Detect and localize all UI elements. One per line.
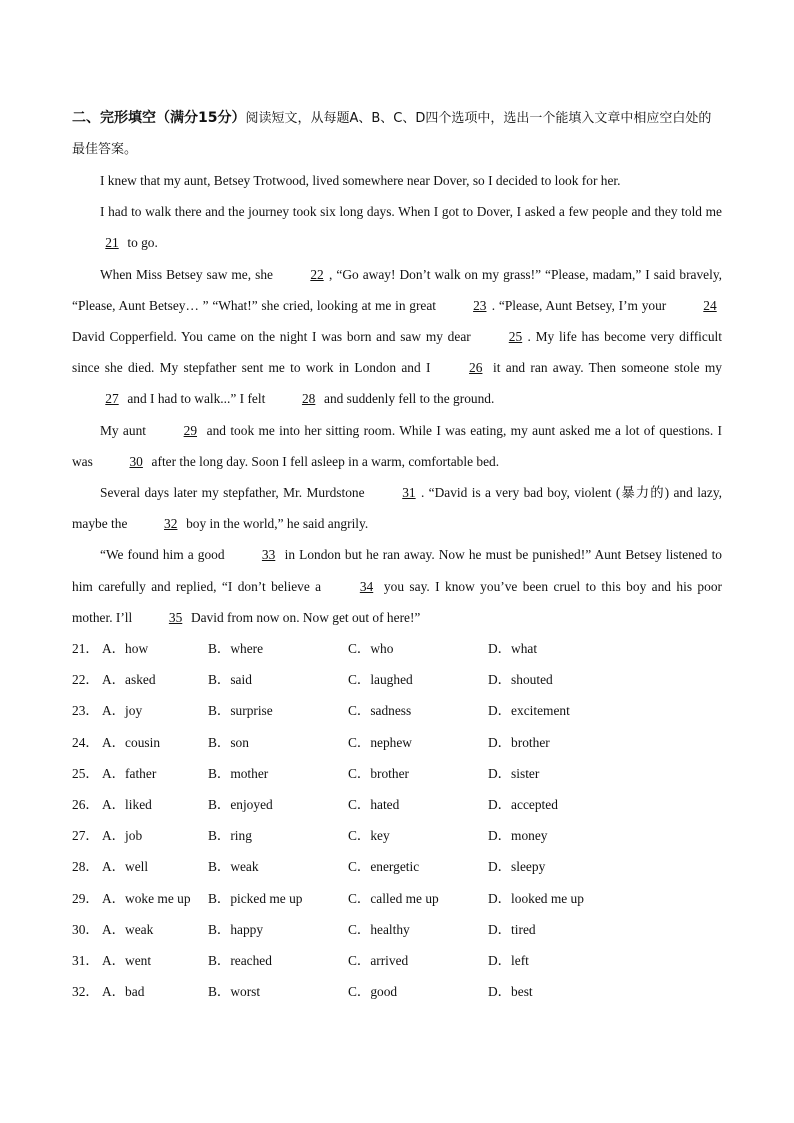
passage-text: to go.: [124, 235, 158, 251]
answer-blank: 32: [164, 516, 178, 532]
option-b: B．surprise: [208, 703, 273, 719]
option-c: C．healthy: [348, 921, 410, 937]
option-d: D．excitement: [488, 703, 570, 719]
passage-text: . “Please, Aunt Betsey, I’m your: [491, 297, 670, 313]
passage-text: you say. I know you’ve been cruel to this boy and his poor mother. I’ll: [72, 578, 722, 625]
option-c: C．nephew: [348, 734, 412, 750]
option-d: D．money: [488, 828, 548, 844]
passage-paragraph: [72, 415, 722, 477]
passage-text: When Miss Betsey saw me, she: [100, 266, 278, 282]
passage-text: and took me into her sitting room. While I was eating, my aunt asked me a lot of questions. I was: [72, 422, 722, 469]
question-row: [72, 883, 722, 914]
passage-text: and I had to walk...” I felt: [124, 391, 269, 407]
option-d: D．tired: [488, 921, 536, 937]
cloze-passage: [72, 165, 722, 633]
option-a: A．how: [102, 641, 149, 657]
passage-text: . My life has become very difficult since she died. My stepfather sent me to work in London and I: [72, 329, 722, 376]
passage-text: “We found him a good: [100, 547, 229, 563]
option-c: C．key: [348, 828, 390, 844]
option-c: C．brother: [348, 765, 409, 781]
question-number: 22．: [72, 672, 99, 688]
exam-page: [72, 103, 722, 1007]
section-title: 二、完形填空（满分15分）: [72, 110, 246, 126]
option-d: D．accepted: [488, 796, 558, 812]
option-b: B．said: [208, 672, 252, 688]
option-d: D．sleepy: [488, 859, 546, 875]
question-row: [72, 945, 722, 976]
option-a: A．liked: [102, 796, 152, 812]
passage-text: . “David is a very bad boy, violent (暴力的) and lazy, maybe the: [72, 485, 722, 532]
passage-paragraph: [72, 477, 722, 539]
answer-blank: 22: [310, 266, 324, 282]
option-b: B．reached: [208, 952, 272, 968]
answer-blank: 24: [703, 297, 717, 313]
option-d: D．looked me up: [488, 890, 584, 906]
question-number: 30．: [72, 921, 99, 937]
question-number: 26．: [72, 796, 99, 812]
answer-blank: 25: [508, 329, 523, 345]
passage-text: My aunt: [100, 422, 151, 438]
option-b: B．weak: [208, 859, 259, 875]
option-d: D．best: [488, 984, 533, 1000]
question-number: 21．: [72, 641, 99, 657]
answer-blank: 28: [301, 391, 316, 407]
answer-blank: 27: [105, 391, 119, 407]
section-heading: [72, 103, 722, 165]
option-b: B．where: [208, 641, 264, 657]
question-row: [72, 914, 722, 945]
passage-text: I had to walk there and the journey took six long days. When I got to Dover, I asked a few people and they told me: [100, 204, 722, 220]
passage-text: and suddenly fell to the ground.: [320, 391, 495, 407]
passage-paragraph: [72, 165, 722, 196]
question-number: 28．: [72, 859, 99, 875]
option-c: C．hated: [348, 796, 400, 812]
passage-text: David from now on. Now get out of here!”: [187, 609, 421, 625]
passage-text: , “Go away! Don’t walk on my grass!” “Please, madam,” I said bravely, “Please, Aunt Betsey… ” “What!” she cried, looking at me in great: [72, 266, 723, 313]
question-row: [72, 758, 722, 789]
passage-text: boy in the world,” he said angrily.: [182, 516, 369, 532]
option-c: C．called me up: [348, 890, 439, 906]
option-a: A．well: [102, 859, 149, 875]
option-b: B．ring: [208, 828, 252, 844]
option-c: C．energetic: [348, 859, 420, 875]
passage-text: Several days later my stepfather, Mr. Murdstone: [100, 485, 369, 501]
passage-paragraph: [72, 259, 722, 415]
passage-paragraph: [72, 539, 722, 633]
question-row: [72, 820, 722, 851]
question-row: [72, 695, 722, 726]
option-c: C．good: [348, 984, 398, 1000]
question-options: [72, 633, 722, 1007]
option-a: A．father: [102, 765, 157, 781]
question-row: [72, 727, 722, 758]
option-a: A．job: [102, 828, 143, 844]
question-row: [72, 976, 722, 1007]
option-d: D．left: [488, 952, 529, 968]
question-row: [72, 789, 722, 820]
option-c: C．laughed: [348, 672, 413, 688]
option-b: B．mother: [208, 765, 269, 781]
option-d: D．sister: [488, 765, 540, 781]
passage-text: in London but he ran away. Now he must be punished!” Aunt Betsey listened to him carefully and replied, “I don’t believe a: [72, 547, 722, 594]
option-b: B．son: [208, 734, 249, 750]
answer-blank: 23: [473, 297, 487, 313]
section-instructions: 阅读短文，从每题A、B、C、D四个选项中，选出一个能填入文章中相应空白处的最佳答案。: [72, 111, 712, 157]
answer-blank: 26: [469, 360, 483, 376]
passage-text: I knew that my aunt, Betsey Trotwood, lived somewhere near Dover, so I decided to look for her.: [100, 173, 621, 188]
answer-blank: 30: [129, 453, 143, 469]
question-row: [72, 664, 722, 695]
question-number: 29．: [72, 890, 99, 906]
option-a: A．cousin: [102, 734, 161, 750]
question-number: 32．: [72, 984, 99, 1000]
option-b: B．worst: [208, 984, 261, 1000]
question-number: 23．: [72, 703, 99, 719]
question-row: [72, 851, 722, 882]
option-b: B．picked me up: [208, 890, 303, 906]
option-c: C．arrived: [348, 952, 409, 968]
answer-blank: 34: [359, 578, 374, 594]
question-number: 31．: [72, 952, 99, 968]
option-a: A．went: [102, 952, 152, 968]
answer-blank: 21: [105, 235, 119, 251]
option-a: A．joy: [102, 703, 143, 719]
passage-text: David Copperfield. You came on the night I was born and saw my dear: [72, 329, 476, 345]
question-number: 27．: [72, 828, 99, 844]
option-d: D．what: [488, 641, 538, 657]
answer-blank: 29: [183, 422, 198, 438]
option-a: A．asked: [102, 672, 156, 688]
answer-blank: 35: [168, 609, 183, 625]
option-a: A．bad: [102, 984, 145, 1000]
option-d: D．brother: [488, 734, 550, 750]
passage-paragraph: [72, 196, 722, 258]
option-d: D．shouted: [488, 672, 553, 688]
question-row: [72, 633, 722, 664]
answer-blank: 33: [261, 547, 276, 563]
option-a: A．weak: [102, 921, 154, 937]
passage-text: it and ran away. Then someone stole my: [487, 360, 722, 376]
question-number: 24．: [72, 734, 99, 750]
answer-blank: 31: [402, 485, 416, 501]
option-b: B．enjoyed: [208, 796, 273, 812]
option-c: C．who: [348, 641, 394, 657]
option-b: B．happy: [208, 921, 264, 937]
option-a: A．woke me up: [102, 890, 191, 906]
option-c: C．sadness: [348, 703, 412, 719]
question-number: 25．: [72, 765, 99, 781]
passage-text: after the long day. Soon I fell asleep in a warm, comfortable bed.: [148, 453, 500, 469]
